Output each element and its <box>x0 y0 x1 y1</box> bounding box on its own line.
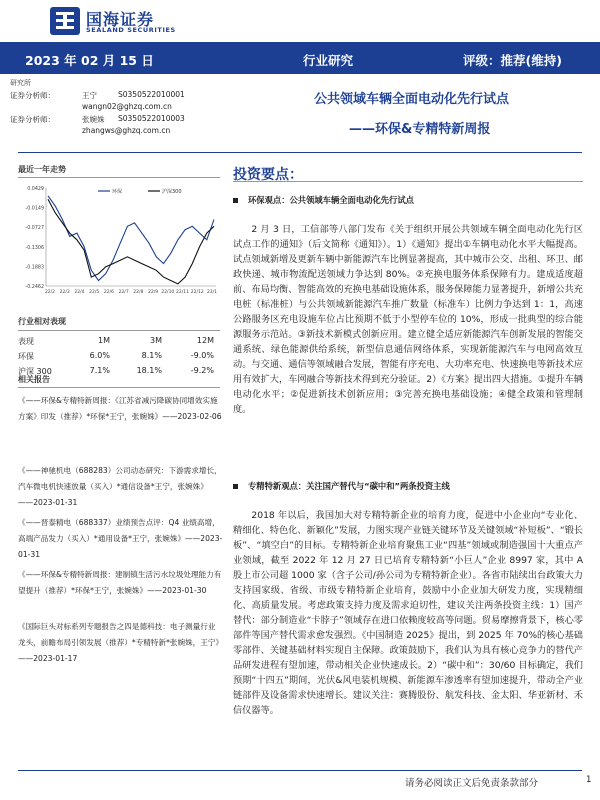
y-tick-label: 0.0429 <box>27 187 44 192</box>
performance-heading: 行业相对表现 <box>18 317 66 326</box>
table-header-cell: 表现 <box>18 337 34 346</box>
analyst-role: 证券分析师： <box>10 91 55 100</box>
sidebar-divider <box>18 387 220 388</box>
analyst-name: 王宁 <box>82 91 97 100</box>
table-cell: -9.2% <box>190 366 214 375</box>
point-paragraph: 2 月 3 日，工信部等八部门发布《关于组织开展公共领域车辆全面电动化先行区试点工作的通知》（后文简称《通知》）。1）《通知》提出①车辆电动化水平大幅提高。试点领域新增及更新车辆中新能源汽车比例显著提高，其中城市公交、出租、环卫、邮政快递、城市物流配送领域力争达到 80%。②充换电服务体系保障有力。建成适度超前、布局均衡、智能高效的充换电基础设施体系，服务保障能力显著提升，新增公共充电桩（标准桩）与公共领域新能源汽车推广数量（标准车）比例力争达到 1：1，高速公路服务区充电设施车位占比预期不低于小型停车位的 10%，形成一批典型的综合能源服务示范站。③新技术新模式创新应用。建立健全适应新能源汽车创新发展的智能交通系统、绿色能源供给系统，新型信息通信网络体系，实现新能源汽车与电网高效互动。与交通、通信等领域融合发展，智能有序充电、大功率充电、快速换电等新技术应用有效扩大，车网融合等新技术得到充分验证。2）《方案》提出四大措施。①提升车辆电动化水平；②促进新技术创新应用；③完善充换电基础设施；④健全政策和管理制度。 <box>233 224 583 415</box>
point-heading <box>233 194 414 206</box>
y-tick-label: -0.2462 <box>25 285 44 290</box>
x-tick-label: 22/12 <box>190 290 204 295</box>
table-cell: 6.0% <box>89 351 110 360</box>
sidebar-divider <box>18 177 220 178</box>
brand-name-en: SEALAND SECURITIES <box>86 26 176 34</box>
x-tick-label: 23/1 <box>206 290 218 295</box>
square-bullet-icon <box>233 484 238 489</box>
reports-heading: 相关报告 <box>18 375 50 384</box>
chart-legend <box>98 188 182 195</box>
brand-name: 国海证券 <box>86 10 155 29</box>
analyst-role: 证券分析师： <box>10 115 55 124</box>
table-header-cell: 1M <box>98 336 110 345</box>
x-tick-label: 22/10 <box>161 290 175 295</box>
square-bullet-icon <box>233 198 238 203</box>
point-heading-text: 专精特新观点：关注国产替代与“碳中和”两条投资主线 <box>248 481 450 491</box>
section-title: 投资要点： <box>233 167 303 183</box>
point-heading <box>233 480 450 492</box>
related-report-item[interactable]: 《——晋泰精电（688337）业绩预告点评：Q4 业绩高增，高端产品发力（买入）*通用设备*王宁，张婉姝》——2023-01-31 <box>18 518 223 559</box>
related-report-item[interactable]: 《——神驰机电（688283）公司动态研究：下游需求增长，汽车微电机快速放量（买入）*通信设备*王宁，张婉姝》——2023-01-31 <box>18 466 222 507</box>
related-report-item[interactable]: 《——环保&专精特新周报：《江苏省减污降碳协同增效实施方案》印发（推荐）*环保*王宁，张婉姝》——2023-02-06 <box>18 396 222 421</box>
y-tick-label: -0.0149 <box>25 206 44 212</box>
performance-header-row <box>18 334 220 349</box>
sidebar-divider <box>18 330 220 331</box>
x-tick-label: 22/2 <box>44 290 56 295</box>
industry-rating: 评级：推荐(维持) <box>463 53 562 68</box>
analyst-cert: S0350522010001 <box>118 90 185 99</box>
institute-label: 研究所 <box>10 79 31 87</box>
report-date: 2023 年 02 月 15 日 <box>25 53 154 68</box>
legend-label: 环保 <box>112 189 123 195</box>
legend-label: 沪深300 <box>162 189 182 195</box>
table-cell: 沪深 300 <box>18 367 52 376</box>
table-header-cell: 3M <box>150 336 162 345</box>
point-paragraph: 2018 年以后，我国加大对专精特新企业的培育力度，促进中小企业向“专业化、精细化、特色化、新颖化”发展，力图实现产业链关键环节及关键领域“补短板”、“锻长板”、“填空白”的目标。专精特新企业培育聚焦工业“四基”领域或制造强国十大重点产业领域，截至 2022 年 12 月 27 日已培育专精特新“小巨人”企业 8997 家，其中 A 股上市公司超 1000 家（含子公司/孙公司为专精特新企业）。各省市陆续出台政策大力支持国家级、省级、市级专精特新企业培育，鼓励中小企业加大研发力度，实现精细化、高质量发展。考虑政策支持力度及需求迫切性，建议关注两条投资主线：1）国产替代：部分制造业“卡脖子”领域存在进口依赖度较高等问题。贸易摩擦背景下，核心零部件等国产替代需求愈发强烈。《中国制造 2025》提出，到 2025 年 70%的核心基础零部件、关键基础材料实现自主保障。政策鼓励下，我们认为具有核心竞争力的替代产品研发进程有望加速，带动相关企业快速成长。2）“碳中和”：30/60 目标确定，我们预期“十四五”期间，光伏&风电装机规模、新能源车渗透率有望加速提升，带动全产业链部件及设备需求快速增长。建议关注：赛腾股份、航发科技、金太阳、华亚新材、禾信仪器等。 <box>233 510 583 716</box>
analyst-email[interactable]: wangn02@ghzq.com.cn <box>82 102 172 111</box>
y-tick-label: -0.0727 <box>25 226 44 232</box>
related-report-item[interactable]: 《国际巨头对标系列专题报告之四是德科技：电子测量行业龙头，前瞻布局引领发展（推荐）*专精特新*张婉姝，王宁》——2023-01-17 <box>18 622 220 663</box>
series-line <box>48 196 214 281</box>
table-cell: 18.1% <box>136 366 162 375</box>
x-tick-label: 22/9 <box>148 290 159 295</box>
page-number: 1 <box>586 775 592 785</box>
report-subtitle: ——环保&专精特新周报 <box>349 122 491 137</box>
report-title: 公共领域车辆全面电动化先行试点 <box>314 92 510 107</box>
table-cell: 环保 <box>18 352 34 361</box>
table-row <box>18 349 220 364</box>
x-tick-label: 22/8 <box>133 290 144 295</box>
x-tick-label: 22/3 <box>59 290 70 295</box>
x-tick-label: 22/7 <box>118 290 129 295</box>
y-tick-label: -0.1883 <box>25 265 44 271</box>
point-heading-text: 环保观点：公共领域车辆全面电动化先行试点 <box>248 195 414 205</box>
section-divider <box>233 181 583 182</box>
analyst-cert: S0350522010003 <box>118 114 185 123</box>
table-cell: 8.1% <box>141 351 162 360</box>
chart-series <box>48 196 214 284</box>
y-tick-label: -0.1306 <box>25 245 44 251</box>
table-cell: 7.1% <box>89 366 110 375</box>
disclaimer-note: 请务必阅读正文后免责条款部分 <box>405 778 539 789</box>
related-report-item[interactable]: 《——环保&专精特新周报：建制镇生活污水垃圾处理能力有望提升（推荐）*环保*王宁，张婉姝》——2023-01-30 <box>18 570 222 595</box>
x-tick-label: 22/6 <box>103 290 114 295</box>
analyst-name: 张婉姝 <box>82 115 105 124</box>
analyst-email[interactable]: zhangws@ghzq.com.cn <box>82 126 171 135</box>
x-tick-label: 22/4 <box>74 290 85 295</box>
header-banner <box>0 42 600 74</box>
sealand-logo-icon <box>50 7 80 35</box>
trend-chart <box>18 182 220 304</box>
brand-logo <box>50 6 230 36</box>
report-type: 行业研究 <box>303 53 354 68</box>
header-divider <box>18 152 582 153</box>
table-header-cell: 12M <box>196 336 214 345</box>
x-tick-label: 22/5 <box>89 290 100 295</box>
series-line <box>48 199 214 284</box>
table-cell: -9.0% <box>190 351 214 360</box>
trend-heading: 最近一年走势 <box>18 165 66 174</box>
x-tick-label: 22/11 <box>176 290 190 295</box>
footer-divider <box>18 770 582 771</box>
